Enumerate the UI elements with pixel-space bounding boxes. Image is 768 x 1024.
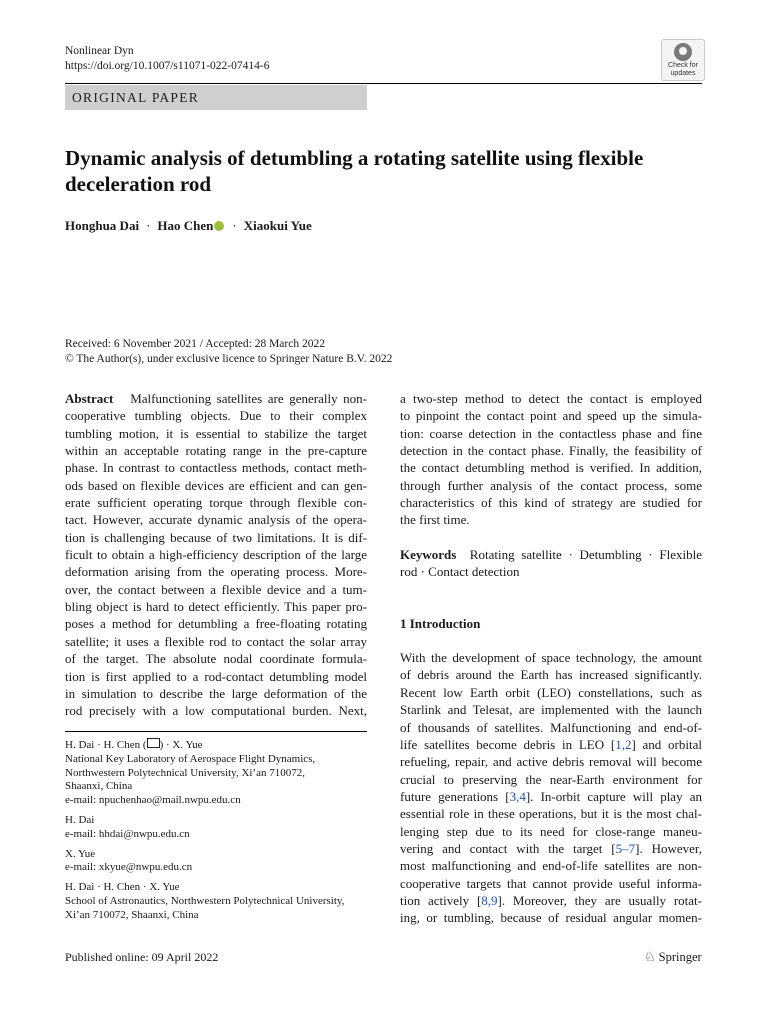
- abstract-line: tion: coarse detection in the contactless phase and fine: [400, 425, 702, 441]
- introduction-line: cooperative targets that cannot provide useful informa-: [400, 875, 702, 891]
- abstract-line: bling object is hard to detect efficiently. This paper pro-: [65, 599, 367, 615]
- keywords-line: Keywords Rotating satellite · Detumbling · Flexible: [400, 547, 702, 563]
- affiliation-2: H. Dai · H. Chen · X. Yue School of Astronautics, Northwestern Polytechnical University, Xi’an 710072, Shaanxi, China: [65, 881, 345, 921]
- citation-link[interactable]: 8,9: [481, 892, 498, 908]
- keywords-heading: Keywords: [400, 547, 457, 563]
- keywords-line: rod · Contact detection: [400, 564, 520, 580]
- introduction-line: refueling, repair, and active debris removal will become: [400, 754, 702, 770]
- abstract-line: rod precisely with a low computational burden. Next,: [65, 703, 367, 719]
- check-for-updates-badge[interactable]: [661, 39, 705, 81]
- abstract-line: within an acceptable rotating range in the pre-capture: [65, 443, 367, 459]
- citation-link[interactable]: 5–7: [615, 840, 636, 856]
- received-accepted-dates: Received: 6 November 2021 / Accepted: 28 March 2022: [65, 338, 325, 350]
- abstract-line: through further analysis of the contact process, some: [400, 477, 702, 493]
- paper-title: Dynamic analysis of detumbling a rotating satellite using flexible deceleration rod: [65, 146, 644, 196]
- abstract-line: tumbling motion, it is essential to stabilize the target: [65, 425, 367, 441]
- introduction-text: [400, 649, 702, 927]
- affiliation-1: H. Dai · H. Chen ( ) · X. Yue National Key Laboratory of Aerospace Flight Dynamics, Northwestern Polytechnical University, Xi’an 710072, Shaanxi, China e-mail: npuchenhao@mail.nwpu.edu.cn: [65, 739, 316, 807]
- author-name[interactable]: Honghua Dai: [65, 218, 140, 233]
- section-heading-introduction: 1 Introduction: [400, 615, 481, 631]
- publisher-logo: [644, 949, 702, 965]
- introduction-line: future generations [3,4]. In-orbit capture will play an: [400, 788, 702, 804]
- introduction-line: life satellites become debris in LEO [1,2] and orbital: [400, 736, 702, 752]
- right-column: [400, 390, 702, 927]
- introduction-line: ing, or tumbling, because of residual angular momen-: [400, 910, 702, 926]
- abstract-line: deformation arising from the operating process. More-: [65, 564, 367, 580]
- introduction-line: With the development of space technology, the amount: [400, 650, 702, 666]
- springer-horse-icon: ♘: [644, 949, 656, 964]
- abstract-line: ods based on flexible devices are efficient and can gen-: [65, 477, 367, 493]
- abstract-line: detection in the contact phase. Finally, the feasibility of: [400, 443, 702, 459]
- abstract-line: phase. In contrast to contactless methods, contact meth-: [65, 460, 367, 476]
- introduction-line: lenging step due to its need for close-range maneu-: [400, 823, 702, 839]
- introduction-line: most malfunctioning and end-of-life satellites are non-: [400, 858, 702, 874]
- introduction-line: essential role in these operations, but it is the most chal-: [400, 806, 702, 822]
- introduction-line: of debris around the Earth has increased significantly.: [400, 667, 702, 683]
- email-link[interactable]: e-mail: xkyue@nwpu.edu.cn: [65, 861, 193, 874]
- introduction-line: Starlink and Telesat, are implemented with the launch: [400, 702, 702, 718]
- introduction-line: vering and contact with the target [5–7]. However,: [400, 840, 702, 856]
- author-separator: ·: [146, 218, 151, 233]
- abstract-line: poses a method for detumbling a free-floating rotating: [65, 616, 367, 632]
- author-name[interactable]: Xiaokui Yue: [243, 218, 312, 233]
- orcid-icon[interactable]: [214, 221, 224, 231]
- abstract-line: tact. However, accurate dynamic analysis of the opera-: [65, 512, 367, 528]
- citation-link[interactable]: 3,4: [509, 788, 526, 804]
- author-list: [65, 218, 312, 234]
- abstract-line: erate sufficient operating torque through flexible con-: [65, 495, 367, 511]
- publisher-name: Springer: [658, 950, 702, 964]
- abstract-line: over, the contact between a flexible device and a tum-: [65, 581, 367, 597]
- abstract-line: tion is challenging because of two limitations. It is dif-: [65, 529, 367, 545]
- abstract-line: of the target. The absolute nodal coordinate formula-: [65, 651, 367, 667]
- abstract-line: cooperative tumbling objects. Due to their complex: [65, 408, 367, 424]
- envelope-icon: [147, 738, 160, 748]
- introduction-line: Recent low Earth orbit (LEO) constellations, such as: [400, 684, 702, 700]
- abstract-line: a two-step method to detect the contact is employed: [400, 391, 702, 406]
- article-type-label: ORIGINAL PAPER: [72, 90, 200, 105]
- badge-label-line1: Check for: [668, 62, 698, 69]
- article-history: [65, 337, 392, 367]
- published-online-date: Published online: 09 April 2022: [65, 950, 219, 964]
- introduction-line: crucial to preserving the near-Earth environment for: [400, 771, 702, 787]
- email-link[interactable]: e-mail: hhdai@nwpu.edu.cn: [65, 827, 190, 840]
- abstract-column: [65, 390, 367, 720]
- affiliation-footnotes: [65, 738, 367, 929]
- article-type-banner: [65, 85, 367, 110]
- introduction-line: of thousands of satellites. Malfunctioning and end-of-: [400, 719, 702, 735]
- badge-label-line2: updates: [670, 69, 696, 77]
- introduction-line: tion actively [8,9]. Moreover, they are usually rotat-: [400, 892, 702, 908]
- abstract-line: Abstract Malfunctioning satellites are generally non-: [65, 391, 367, 406]
- abstract-line: the contact detumbling method is verified. In addition,: [400, 460, 702, 476]
- email-link[interactable]: e-mail: npuchenhao@mail.nwpu.edu.cn: [65, 794, 241, 807]
- author-email-dai: H. Dai e-mail: hhdai@nwpu.edu.cn: [65, 813, 190, 840]
- author-separator: ·: [232, 218, 237, 233]
- doi-link[interactable]: https://doi.org/10.1007/s11071-022-07414-6: [65, 60, 270, 72]
- running-header: [65, 44, 269, 74]
- abstract-line: satellite; it uses a flexible rod to contact the solar array: [65, 633, 367, 649]
- copyright-line: © The Author(s), under exclusive licence to Springer Nature B.V. 2022: [65, 353, 393, 365]
- abstract-line: characteristics of this kind of strategy are studied for: [400, 495, 702, 511]
- abstract-heading: Abstract: [65, 391, 114, 406]
- abstract-line: ficult to obtain a high-efficiency description of the large: [65, 547, 367, 563]
- citation-link[interactable]: 1,2: [615, 736, 632, 752]
- abstract-line: the first time.: [400, 512, 470, 528]
- author-email-yue: X. Yue e-mail: xkyue@nwpu.edu.cn: [65, 847, 193, 874]
- footnote-rule: [65, 731, 367, 732]
- journal-name: Nonlinear Dyn: [65, 45, 134, 57]
- author-name[interactable]: Hao Chen: [157, 218, 214, 233]
- abstract-line: in simulation to describe the large deformation of the: [65, 685, 367, 701]
- abstract-line: to pinpoint the contact point and speed up the simula-: [400, 408, 702, 424]
- crossmark-icon: [674, 43, 692, 61]
- header-rule: [65, 83, 702, 84]
- abstract-line: tion is first applied to a rod-contact detumbling model: [65, 668, 367, 684]
